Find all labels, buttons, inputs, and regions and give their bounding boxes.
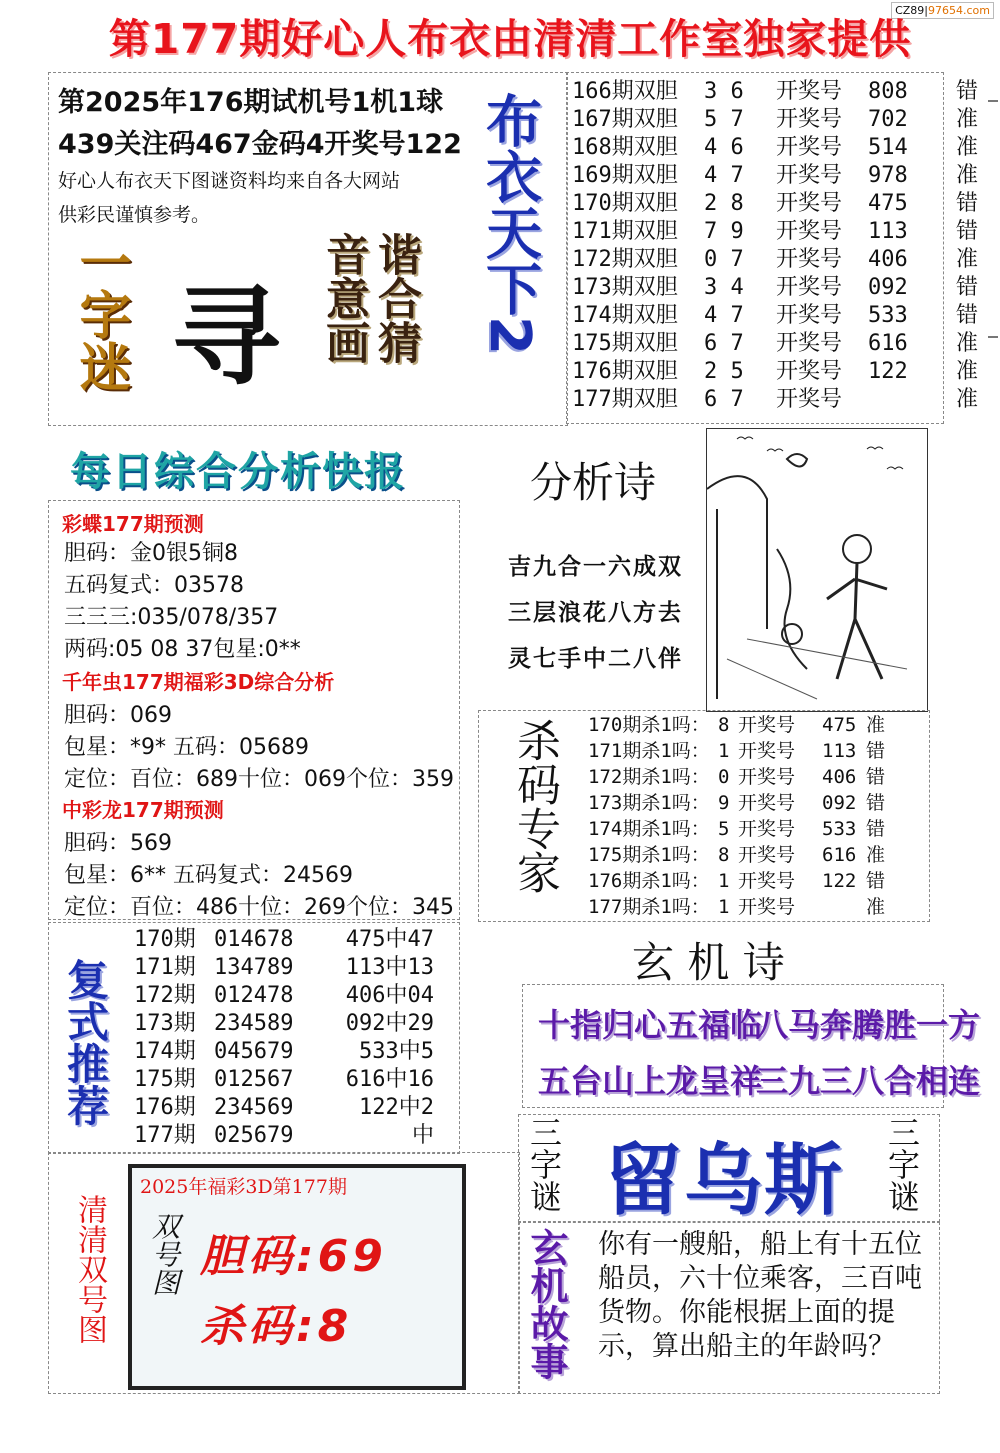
double-dan-result: 准 — [956, 331, 979, 356]
source-note-2: 供彩民谨慎参考。 — [58, 204, 211, 226]
compound-row — [134, 982, 434, 1010]
kill-row — [588, 894, 896, 920]
edge-tick — [988, 336, 998, 338]
double-dan-issue: 170期双胆 — [572, 191, 678, 216]
double-pic-sha: 杀码:8 — [200, 1301, 353, 1352]
riddle1-label — [70, 236, 150, 416]
double-dan-issue: 171期双胆 — [572, 219, 678, 244]
compound-res: 533中5 — [359, 1039, 434, 1064]
double-dan-row — [572, 246, 990, 274]
kill-label: 开奖号 — [738, 870, 796, 892]
double-dan-num: 702 — [868, 107, 908, 132]
analysis-s1-line4: 两码:05 08 37包星:0** — [64, 637, 301, 662]
double-dan-label: 开奖号 — [776, 247, 843, 272]
edge-tick — [988, 100, 998, 102]
compound-res: 113中13 — [345, 955, 434, 980]
double-dan-label: 开奖号 — [776, 331, 843, 356]
double-dan-result: 准 — [956, 359, 979, 384]
double-dan-num: 122 — [868, 359, 908, 384]
double-pic-side: 双号图 — [148, 1212, 181, 1296]
double-dan-digits: 6 7 — [704, 387, 744, 412]
kill-row — [588, 868, 896, 894]
poem2-line4: 三九三八合相连 — [756, 1062, 981, 1100]
analysis-s2-line3: 定位：百位：689十位：069个位：359 — [64, 767, 454, 792]
double-dan-num: 092 — [868, 275, 908, 300]
poem1-line3: 灵七手中二八伴 — [508, 646, 683, 672]
kill-num: 0 — [718, 766, 730, 788]
kill-result: 错 — [866, 766, 886, 788]
compound-row — [134, 926, 434, 954]
double-dan-num: 808 — [868, 79, 908, 104]
watermark-right: 97654.com — [928, 4, 990, 17]
poem2-line2: 八马奔腾胜一方 — [756, 1006, 981, 1044]
double-dan-result: 准 — [956, 387, 979, 412]
double-dan-issue: 176期双胆 — [572, 359, 678, 384]
kill-result: 准 — [866, 714, 886, 736]
double-dan-digits: 2 5 — [704, 359, 744, 384]
double-dan-row — [572, 218, 990, 246]
kill-label: 开奖号 — [738, 844, 796, 866]
double-dan-issue: 177期双胆 — [572, 387, 678, 412]
brand-vertical: 布衣天下2 — [477, 92, 542, 355]
analysis-s1-title: 彩蝶177期预测 — [62, 512, 204, 536]
compound-nums: 012478 — [214, 983, 294, 1008]
double-dan-num: 406 — [868, 247, 908, 272]
poem2-line3: 五台山上龙呈祥 — [538, 1062, 763, 1100]
kill-result: 准 — [866, 844, 886, 866]
compound-issue: 172期 — [134, 983, 196, 1008]
double-dan-result: 错 — [956, 275, 979, 300]
compound-res: 122中2 — [359, 1095, 434, 1120]
analysis-s3-line3: 定位：百位：486十位：269个位：345 — [64, 895, 454, 920]
double-dan-num: 514 — [868, 135, 908, 160]
story-text: 你有一艘船，船上有十五位船员，六十位乘客，三百吨货物。你能根据上面的提示，算出船主的年龄吗？ — [598, 1229, 922, 1362]
double-dan-result: 准 — [956, 107, 979, 132]
poem1-title: 分析诗 — [530, 458, 657, 507]
double-dan-num: 533 — [868, 303, 908, 328]
kill-label: 开奖号 — [738, 792, 796, 814]
analysis-s2-line2: 包星：*9* 五码：05689 — [64, 735, 309, 760]
double-dan-issue: 172期双胆 — [572, 247, 678, 272]
double-dan-digits: 0 7 — [704, 247, 744, 272]
kill-result: 错 — [866, 818, 886, 840]
analysis-s3-title: 中彩龙177期预测 — [62, 798, 224, 822]
riddle1-col-a: 谐合猜 — [370, 232, 421, 364]
compound-res: 475中47 — [345, 927, 434, 952]
kill-num: 1 — [718, 896, 730, 918]
double-dan-label: 开奖号 — [776, 359, 843, 384]
compound-res: 中 — [411, 1123, 434, 1148]
double-dan-row — [572, 134, 990, 162]
compound-res: 092中29 — [345, 1011, 434, 1036]
kill-num: 1 — [718, 870, 730, 892]
analysis-s3-line1: 胆码：569 — [64, 831, 172, 856]
double-dan-row — [572, 106, 990, 134]
kill-num: 5 — [718, 818, 730, 840]
page-title: 第177期好心人布衣由清清工作室独家提供 — [108, 15, 912, 63]
poem1-line2: 三层浪花八方去 — [508, 600, 683, 626]
double-dan-result: 准 — [956, 163, 979, 188]
compound-row — [134, 954, 434, 982]
double-dan-digits: 5 7 — [704, 107, 744, 132]
compound-issue: 175期 — [134, 1067, 196, 1092]
kill-issue: 177期杀1吗： — [588, 896, 710, 918]
double-pic-label: 清清双号图 — [72, 1194, 107, 1344]
riddle1-label-text: 一字迷 — [70, 236, 130, 392]
kill-draw: 406 — [822, 766, 857, 788]
kill-label: 开奖号 — [738, 714, 796, 736]
kill-draw: 113 — [822, 740, 857, 762]
double-dan-table — [572, 78, 990, 414]
double-pic-dan: 胆码:69 — [200, 1231, 387, 1282]
kill-issue: 173期杀1吗： — [588, 792, 710, 814]
double-dan-label: 开奖号 — [776, 387, 843, 412]
analysis-s3-line2: 包星：6** 五码复式：24569 — [64, 863, 353, 888]
double-dan-num: 475 — [868, 191, 908, 216]
compound-issue: 176期 — [134, 1095, 196, 1120]
double-dan-issue: 166期双胆 — [572, 79, 678, 104]
compound-label: 复式推荐 — [61, 958, 110, 1126]
kill-label: 开奖号 — [738, 766, 796, 788]
kill-num: 9 — [718, 792, 730, 814]
kill-row — [588, 842, 896, 868]
compound-res: 616中16 — [345, 1067, 434, 1092]
double-dan-digits: 2 8 — [704, 191, 744, 216]
riddle1-col-b: 音意画 — [318, 232, 369, 364]
kill-row — [588, 816, 896, 842]
analysis-s2-title: 千年虫177期福彩3D综合分析 — [62, 670, 335, 694]
double-dan-label: 开奖号 — [776, 107, 843, 132]
compound-row — [134, 1010, 434, 1038]
kill-row — [588, 712, 896, 738]
compound-nums: 012567 — [214, 1067, 294, 1092]
daily-header: 每日综合分析快报 — [70, 449, 406, 495]
riddle3-label-right: 三字谜 — [883, 1116, 921, 1212]
double-dan-label: 开奖号 — [776, 303, 843, 328]
kill-row — [588, 738, 896, 764]
kill-result: 错 — [866, 792, 886, 814]
kill-draw: 475 — [822, 714, 857, 736]
kill-num: 1 — [718, 740, 730, 762]
double-dan-row — [572, 386, 990, 414]
double-dan-label: 开奖号 — [776, 275, 843, 300]
double-dan-label: 开奖号 — [776, 135, 843, 160]
double-dan-issue: 168期双胆 — [572, 135, 678, 160]
kill-result: 错 — [866, 870, 886, 892]
compound-nums: 234569 — [214, 1095, 294, 1120]
compound-issue: 170期 — [134, 927, 196, 952]
compound-issue: 177期 — [134, 1123, 196, 1148]
double-dan-digits: 3 6 — [704, 79, 744, 104]
riddle3-answer: 留乌斯 — [604, 1136, 845, 1226]
compound-row — [134, 1094, 434, 1122]
kill-label: 开奖号 — [738, 740, 796, 762]
double-dan-digits: 4 7 — [704, 303, 744, 328]
kill-label: 杀码专家 — [509, 718, 560, 894]
double-dan-issue: 174期双胆 — [572, 303, 678, 328]
compound-row — [134, 1066, 434, 1094]
double-dan-label: 开奖号 — [776, 191, 843, 216]
kill-row — [588, 764, 896, 790]
compound-res: 406中04 — [345, 983, 434, 1008]
double-pic-header: 2025年福彩3D第177期 — [140, 1176, 347, 1198]
double-dan-issue: 167期双胆 — [572, 107, 678, 132]
double-dan-digits: 4 7 — [704, 163, 744, 188]
compound-row — [134, 1038, 434, 1066]
double-dan-row — [572, 78, 990, 106]
double-dan-num: 113 — [868, 219, 908, 244]
double-dan-row — [572, 330, 990, 358]
double-dan-digits: 6 7 — [704, 331, 744, 356]
double-dan-result: 准 — [956, 135, 979, 160]
kill-draw: 092 — [822, 792, 857, 814]
compound-nums: 234589 — [214, 1011, 294, 1036]
kill-num: 8 — [718, 714, 730, 736]
compound-row — [134, 1122, 434, 1150]
kill-issue: 170期杀1吗： — [588, 714, 710, 736]
kill-issue: 174期杀1吗： — [588, 818, 710, 840]
kill-issue: 171期杀1吗： — [588, 740, 710, 762]
analysis-s1-line3: 三三三:035/078/357 — [64, 605, 279, 630]
compound-table — [134, 926, 434, 1150]
kill-draw: 533 — [822, 818, 857, 840]
kill-label: 开奖号 — [738, 818, 796, 840]
double-dan-row — [572, 190, 990, 218]
analysis-s1-line2: 五码复式：03578 — [64, 573, 244, 598]
kill-label: 开奖号 — [738, 896, 796, 918]
kill-result: 错 — [866, 740, 886, 762]
double-dan-num: 616 — [868, 331, 908, 356]
double-dan-result: 错 — [956, 191, 979, 216]
poem1-line1: 吉九合一六成双 — [508, 554, 683, 580]
poem2-title: 玄 机 诗 — [632, 938, 785, 987]
compound-nums: 014678 — [214, 927, 294, 952]
double-dan-digits: 4 6 — [704, 135, 744, 160]
double-dan-issue: 175期双胆 — [572, 331, 678, 356]
compound-nums: 134789 — [214, 955, 294, 980]
compound-issue: 173期 — [134, 1011, 196, 1036]
double-dan-result: 错 — [956, 303, 979, 328]
kill-issue: 172期杀1吗： — [588, 766, 710, 788]
kill-num: 8 — [718, 844, 730, 866]
kill-issue: 176期杀1吗： — [588, 870, 710, 892]
double-dan-digits: 7 9 — [704, 219, 744, 244]
double-dan-num: 978 — [868, 163, 908, 188]
kill-issue: 175期杀1吗： — [588, 844, 710, 866]
compound-issue: 174期 — [134, 1039, 196, 1064]
compound-issue: 171期 — [134, 955, 196, 980]
kill-table — [588, 712, 896, 920]
double-dan-result: 错 — [956, 79, 979, 104]
kill-result: 准 — [866, 896, 886, 918]
kill-row — [588, 790, 896, 816]
watermark: CZ89|97654.com — [891, 2, 994, 19]
double-dan-label: 开奖号 — [776, 79, 843, 104]
sketch-illustration — [706, 428, 928, 712]
riddle3-label-left: 三字谜 — [525, 1116, 563, 1212]
kill-draw: 616 — [822, 844, 857, 866]
kill-draw: 122 — [822, 870, 857, 892]
analysis-s2-line1: 胆码：069 — [64, 703, 172, 728]
double-dan-row — [572, 302, 990, 330]
compound-nums: 025679 — [214, 1123, 294, 1148]
double-dan-label: 开奖号 — [776, 219, 843, 244]
source-note-1: 好心人布衣天下图谜资料均来自各大网站 — [58, 170, 401, 192]
trial-line-1: 第2025年176期试机号1机1球 — [58, 87, 444, 118]
story-label: 玄机故事 — [524, 1228, 568, 1380]
compound-nums: 045679 — [214, 1039, 294, 1064]
double-dan-label: 开奖号 — [776, 163, 843, 188]
double-dan-issue: 173期双胆 — [572, 275, 678, 300]
analysis-s1-line1: 胆码：金0银5铜8 — [64, 541, 238, 566]
double-dan-row — [572, 162, 990, 190]
trial-line-2: 439关注码467金码4开奖号122 — [58, 129, 462, 160]
double-dan-result: 准 — [956, 247, 979, 272]
double-dan-issue: 169期双胆 — [572, 163, 678, 188]
double-dan-row — [572, 274, 990, 302]
double-dan-digits: 3 4 — [704, 275, 744, 300]
double-dan-result: 错 — [956, 219, 979, 244]
riddle1-big-char: 寻 — [172, 275, 281, 400]
poem2-line1: 十指归心五福临 — [538, 1006, 763, 1044]
double-dan-row — [572, 358, 990, 386]
watermark-left: CZ89 — [895, 4, 925, 17]
